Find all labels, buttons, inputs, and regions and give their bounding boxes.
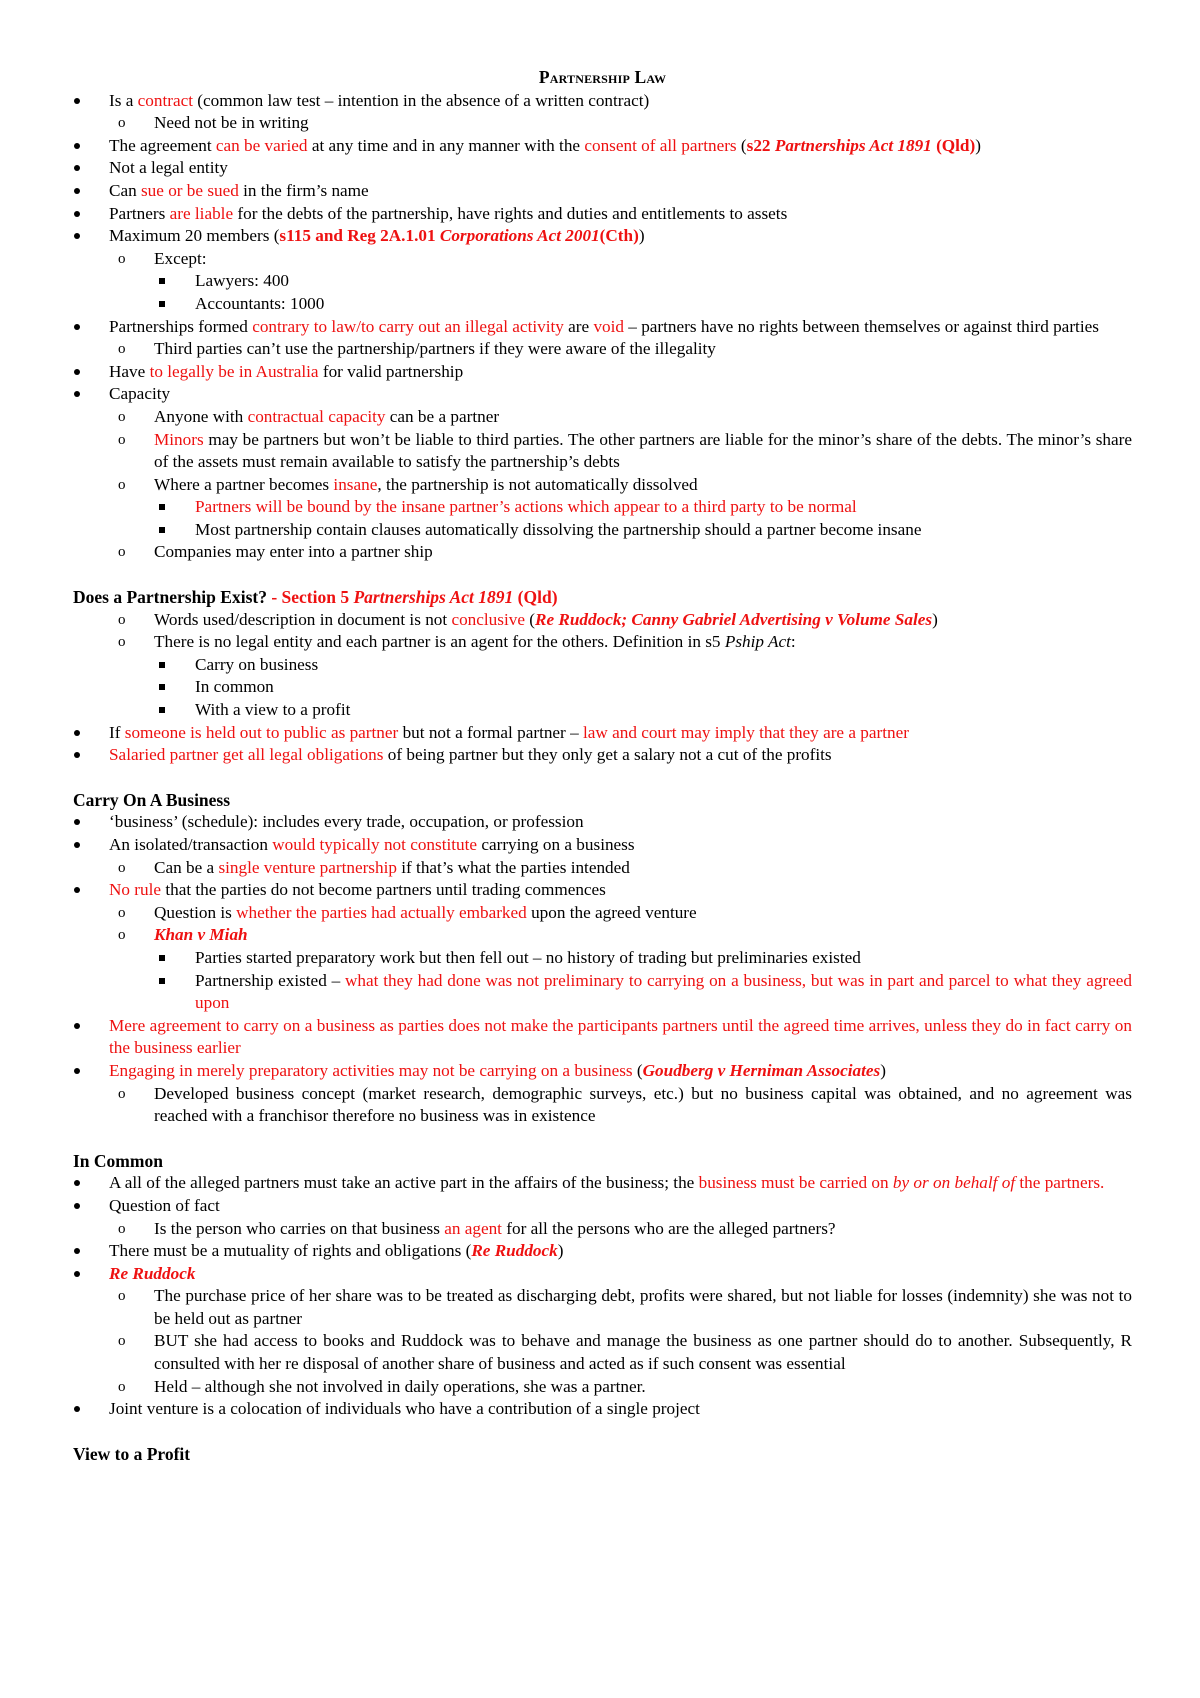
list-item: Joint venture is a colocation of individuals who have a contribution of a single project (73, 1398, 1132, 1421)
list-item: With a view to a profit (73, 699, 1132, 722)
list-item: o Anyone with contractual capacity can be a partner (73, 406, 1132, 429)
list-item: o Where a partner becomes insane, the partnership is not automatically dissolved (73, 474, 1132, 497)
list-item: Capacity (73, 383, 1132, 406)
list-item: The agreement can be varied at any time and in any manner with the consent of all partners (s22 Partnerships Act 1891 (Qld)) (73, 135, 1132, 158)
list-item: Salaried partner get all legal obligations of being partner but they only get a salary not a cut of the profits (73, 744, 1132, 767)
list-item: o Except: (73, 248, 1132, 271)
list-item: o BUT she had access to books and Ruddock was to behave and manage the business as one partner should do to another. Subsequently, R consulted with her re disposal of another share of business and acted as if such consent was essential (73, 1330, 1132, 1375)
list-item: o Need not be in writing (73, 112, 1132, 135)
page-title: Partnership Law (538, 67, 667, 87)
list-item: o Can be a single venture partnership if that’s what the parties intended (73, 857, 1132, 880)
list-item: o There is no legal entity and each partner is an agent for the others. Definition in s5 Pship Act: (73, 631, 1132, 654)
list-item: There must be a mutuality of rights and obligations (Re Ruddock) (73, 1240, 1132, 1263)
list-item: o Held – although she not involved in daily operations, she was a partner. (73, 1376, 1132, 1399)
list-item: Not a legal entity (73, 157, 1132, 180)
list-item: o Words used/description in document is not conclusive (Re Ruddock; Canny Gabriel Advertising v Volume Sales) (73, 609, 1132, 632)
section-heading-carry-on-business: Carry On A Business (73, 789, 231, 810)
list-item: o Khan v Miah (73, 924, 1132, 947)
list-item: Partners will be bound by the insane partner’s actions which appear to a third party to be normal (73, 496, 1132, 519)
list-item: o Is the person who carries on that business an agent for all the persons who are the alleged partners? (73, 1218, 1132, 1241)
list-item: Is a contract (common law test – intention in the absence of a written contract) (73, 90, 1132, 113)
list-item: Partners are liable for the debts of the partnership, have rights and duties and entitlements to assets (73, 203, 1132, 226)
list-item: Carry on business (73, 654, 1132, 677)
partnership-exist-list (73, 609, 1132, 767)
in-common-list (73, 1172, 1132, 1421)
list-item: A all of the alleged partners must take an active part in the affairs of the business; the business must be carried on by or on behalf of the partners. (73, 1172, 1132, 1195)
section-heading-partnership-exist: Does a Partnership Exist? - Section 5 Partnerships Act 1891 (Qld) (73, 587, 558, 608)
section-heading-in-common: In Common (73, 1150, 163, 1171)
carry-on-business-list (73, 811, 1132, 1127)
list-item: Partnership existed – what they had done was not preliminary to carrying on a business, but was in part and parcel to what they agreed upon (73, 970, 1132, 1015)
list-item: No rule that the parties do not become partners until trading commences (73, 879, 1132, 902)
list-item: If someone is held out to public as partner but not a formal partner – law and court may imply that they are a partner (73, 722, 1132, 745)
list-item: Have to legally be in Australia for valid partnership (73, 361, 1132, 384)
list-item: o Companies may enter into a partner ship (73, 541, 1132, 564)
list-item: o Third parties can’t use the partnership/partners if they were aware of the illegality (73, 338, 1132, 361)
section-heading-view-to-profit: View to a Profit (73, 1443, 191, 1464)
list-item: Re Ruddock (73, 1263, 1132, 1286)
list-item: o Question is whether the parties had actually embarked upon the agreed venture (73, 902, 1132, 925)
intro-list (73, 90, 1132, 564)
list-item: o Minors may be partners but won’t be liable to third parties. The other partners are liable for the minor’s share of the debts. The minor’s share of the assets must remain available to satisfy the partnership’s debts (73, 429, 1132, 474)
list-item: ‘business’ (schedule): includes every trade, occupation, or profession (73, 811, 1132, 834)
list-item: o The purchase price of her share was to be treated as discharging debt, profits were shared, but not liable for losses (indemnity) she was not to be held out as partner (73, 1285, 1132, 1330)
list-item: Mere agreement to carry on a business as parties does not make the participants partners until the agreed time arrives, unless they do in fact carry on the business earlier (73, 1015, 1132, 1060)
list-item: Most partnership contain clauses automatically dissolving the partnership should a partner become insane (73, 519, 1132, 542)
list-item: In common (73, 676, 1132, 699)
list-item: Maximum 20 members (s115 and Reg 2A.1.01 Corporations Act 2001(Cth)) (73, 225, 1132, 248)
list-item: Partnerships formed contrary to law/to carry out an illegal activity are void – partners have no rights between themselves or against third parties (73, 316, 1132, 339)
list-item: Accountants: 1000 (73, 293, 1132, 316)
list-item: Engaging in merely preparatory activities may not be carrying on a business (Goudberg v Herniman Associates) (73, 1060, 1132, 1083)
list-item: Can sue or be sued in the firm’s name (73, 180, 1132, 203)
list-item: An isolated/transaction would typically not constitute carrying on a business (73, 834, 1132, 857)
list-item: Question of fact (73, 1195, 1132, 1218)
list-item: Lawyers: 400 (73, 270, 1132, 293)
list-item: Parties started preparatory work but then fell out – no history of trading but preliminaries existed (73, 947, 1132, 970)
list-item: o Developed business concept (market research, demographic surveys, etc.) but no business capital was obtained, and no agreement was reached with a franchisor therefore no business was in existence (73, 1083, 1132, 1128)
